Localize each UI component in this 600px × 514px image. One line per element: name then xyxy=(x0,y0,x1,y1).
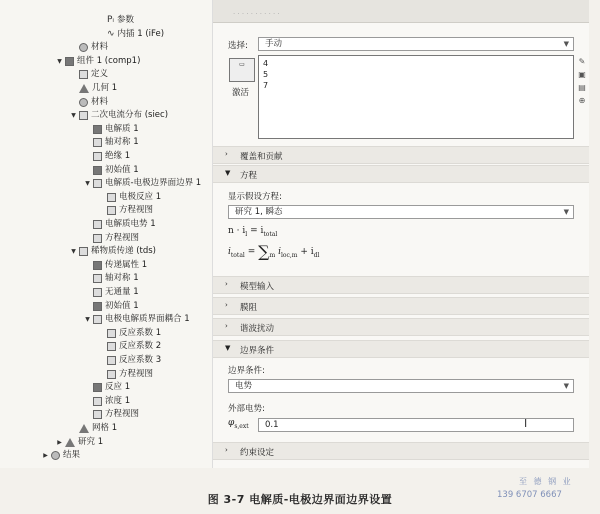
external-potential-symbol: $\varphi_{s,ext}$ xyxy=(228,418,249,430)
materials-icon xyxy=(79,43,88,52)
collapse-icon[interactable]: ▼ xyxy=(85,316,90,324)
boundary-node-icon xyxy=(93,179,102,188)
equation-2: $i_{total} = \sum_m$ $i_{loc,m} + i_{dl}$ xyxy=(228,242,320,261)
tree-item[interactable] xyxy=(84,150,130,163)
tree-item-label: 绝缘 1 xyxy=(105,151,131,161)
tree-item[interactable] xyxy=(98,14,134,27)
tree-item[interactable] xyxy=(42,449,80,462)
tree-item[interactable] xyxy=(84,259,147,272)
tree-item[interactable] xyxy=(84,218,156,231)
tree-item[interactable] xyxy=(98,354,161,367)
expand-icon[interactable]: ▶ xyxy=(57,438,62,446)
mesh-icon xyxy=(79,424,89,433)
equation-view-icon xyxy=(107,206,116,215)
list-item[interactable]: 4 xyxy=(263,59,269,68)
chevron-down-icon: ▼ xyxy=(563,40,569,48)
tree-item-label: 反应系数 2 xyxy=(119,341,162,352)
collapse-icon[interactable]: ▼ xyxy=(71,112,76,120)
section-boundary-condition[interactable]: ▼ 边界条件 xyxy=(213,340,589,358)
tree-item[interactable] xyxy=(98,28,164,41)
tree-item[interactable] xyxy=(70,96,108,109)
tree-item-label: 方程视图 xyxy=(119,205,154,216)
section-harmonic[interactable]: › 谐波扰动 xyxy=(213,318,589,336)
tree-item[interactable] xyxy=(70,245,156,258)
chevron-down-icon: ▼ xyxy=(225,344,231,352)
collapse-icon[interactable]: ▼ xyxy=(57,57,62,65)
boundary-condition-label: 边界条件: xyxy=(228,366,265,376)
model-builder-tree xyxy=(0,0,212,468)
tree-item-label: 电解质 1 xyxy=(105,123,139,134)
tree-item-label: 初始值 1 xyxy=(105,300,139,311)
tree-item[interactable] xyxy=(84,177,201,190)
section-constraint[interactable]: › 约束设定 xyxy=(213,442,589,460)
tree-item[interactable] xyxy=(98,340,161,353)
external-potential-value: 0.1 xyxy=(265,420,279,430)
add-selection-icon[interactable]: ✎ xyxy=(578,57,586,66)
watermark-name: 至 德 钢 业 xyxy=(519,477,573,486)
boundary-node-icon xyxy=(93,315,102,324)
expand-icon[interactable]: ▶ xyxy=(43,452,48,460)
domain-node-icon xyxy=(93,383,102,392)
tree-item-label: 方程视图 xyxy=(105,409,140,420)
boundary-node-icon xyxy=(93,220,102,229)
section-model-input[interactable]: › 模型输入 xyxy=(213,276,589,294)
collapse-icon[interactable]: ▼ xyxy=(85,180,90,188)
chevron-down-icon: ▼ xyxy=(225,169,231,177)
study-icon xyxy=(65,438,75,447)
tree-item-label: 方程视图 xyxy=(119,368,154,379)
boundary-condition-value: 电势 xyxy=(235,381,253,391)
tree-item[interactable] xyxy=(84,164,139,177)
tree-item-label: 轴对称 1 xyxy=(105,137,139,148)
tree-item[interactable] xyxy=(98,327,161,340)
collapse-icon[interactable]: ▼ xyxy=(71,248,76,256)
tree-item-label: 材料 xyxy=(91,42,109,53)
selection-value: 手动 xyxy=(265,39,283,49)
tree-item[interactable] xyxy=(70,109,168,122)
selection-dropdown[interactable] xyxy=(258,37,574,51)
external-potential-label: 外部电势: xyxy=(228,404,265,414)
tree-item[interactable] xyxy=(84,272,139,285)
tree-item[interactable] xyxy=(70,41,108,54)
tree-item-label: 研究 1 xyxy=(78,436,104,447)
tree-item-label: 电极反应 1 xyxy=(119,191,162,202)
tree-item-label: 电解质电势 1 xyxy=(105,219,156,229)
tree-item-label: 轴对称 1 xyxy=(105,273,139,284)
chevron-right-icon: › xyxy=(225,280,228,288)
tree-item-label: 方程视图 xyxy=(105,232,140,243)
activate-label: 激活 xyxy=(232,88,250,98)
tree-item-label: 参数 xyxy=(117,15,135,25)
boundary-node-icon xyxy=(93,288,102,297)
boundary-node-icon xyxy=(107,329,116,338)
section-override[interactable]: › 覆盖和贡献 xyxy=(213,146,589,164)
selection-label: 选择: xyxy=(228,41,248,51)
boundary-node-icon xyxy=(93,397,102,406)
section-equation[interactable]: ▼ 方程 xyxy=(213,165,589,183)
tree-item-label: 反应系数 3 xyxy=(119,355,162,365)
tree-item-label: 几何 1 xyxy=(92,83,118,93)
materials-icon xyxy=(79,98,88,107)
interpolation-icon: ∿ xyxy=(107,28,115,39)
tree-item[interactable] xyxy=(84,123,139,136)
tree-item[interactable] xyxy=(84,286,139,299)
tree-item-label: 网格 1 xyxy=(92,423,118,433)
tree-item-label: 电极电解质界面耦合 1 xyxy=(105,314,190,325)
tree-item-label: 组件 1 (comp1) xyxy=(77,55,141,66)
tree-item[interactable] xyxy=(84,136,139,149)
tree-item-label: 初始值 1 xyxy=(105,164,139,175)
results-icon xyxy=(51,451,60,460)
remove-selection-icon[interactable]: ▣ xyxy=(578,70,586,79)
boundary-condition-dropdown[interactable] xyxy=(228,379,574,393)
definitions-icon xyxy=(79,70,88,79)
physics-icon xyxy=(79,111,88,120)
tree-item[interactable] xyxy=(70,82,117,95)
tree-item-label: 反应 1 xyxy=(105,382,131,393)
tree-item[interactable] xyxy=(84,300,139,313)
boundary-node-icon xyxy=(93,274,102,283)
chevron-down-icon: ▼ xyxy=(563,382,569,390)
list-item[interactable]: 7 xyxy=(263,81,269,90)
geometry-icon xyxy=(79,84,89,93)
equation-1: $n \cdot i_l = i_{total}$ xyxy=(228,226,278,238)
text-cursor-icon: I xyxy=(524,417,528,430)
tree-item[interactable] xyxy=(84,381,130,394)
tree-item[interactable] xyxy=(70,68,108,81)
zoom-selection-icon[interactable]: ⊕ xyxy=(578,96,586,105)
chevron-right-icon: › xyxy=(225,301,228,309)
tree-item-label: 内插 1 (iFe) xyxy=(117,28,165,39)
list-item[interactable]: 5 xyxy=(263,70,269,79)
tree-item[interactable] xyxy=(70,422,117,435)
domain-node-icon xyxy=(93,166,102,175)
chevron-down-icon: ▼ xyxy=(563,208,569,216)
tree-item[interactable] xyxy=(98,191,161,204)
boundary-node-icon xyxy=(107,193,116,202)
chevron-right-icon: › xyxy=(225,322,228,330)
tree-item[interactable] xyxy=(98,204,153,217)
activate-icon[interactable]: ▭ xyxy=(229,58,255,82)
show-equation-value: 研究 1, 瞬态 xyxy=(235,207,283,217)
component-icon xyxy=(65,57,74,66)
show-equation-dropdown[interactable] xyxy=(228,205,574,219)
show-equation-label: 显示假设方程: xyxy=(228,192,282,202)
tree-item[interactable] xyxy=(84,313,190,326)
figure-caption: 图 3-7 电解质-电极边界面边界设置 xyxy=(207,493,393,506)
boundary-node-icon xyxy=(93,138,102,147)
section-film-resistance[interactable]: › 膜阻 xyxy=(213,297,589,315)
tree-item-label: 传递属性 1 xyxy=(105,259,148,270)
domain-node-icon xyxy=(93,302,102,311)
equation-view-icon xyxy=(107,370,116,379)
boundary-node-icon xyxy=(93,152,102,161)
tree-item-label: 结果 xyxy=(63,450,81,461)
watermark-phone: 139 6707 6667 xyxy=(497,490,562,500)
tree-item-label: 电解质-电极边界面边界 1 xyxy=(105,178,202,189)
tree-item-label: 二次电流分布 (siec) xyxy=(91,110,169,121)
tree-item-label: 稀物质传递 (tds) xyxy=(91,246,156,257)
tree-item[interactable] xyxy=(84,395,130,408)
parameter-icon: Pᵢ xyxy=(107,15,115,25)
equation-view-icon xyxy=(93,410,102,419)
settings-panel xyxy=(212,0,589,468)
tree-item-label: 无通量 1 xyxy=(105,287,139,297)
tree-item[interactable] xyxy=(56,436,103,449)
tree-item-label: 材料 xyxy=(91,96,109,107)
physics-icon xyxy=(79,247,88,256)
equation-view-icon xyxy=(93,234,102,243)
tree-item-label: 浓度 1 xyxy=(105,395,131,406)
tree-item[interactable] xyxy=(56,55,140,68)
domain-node-icon xyxy=(93,261,102,270)
copy-selection-icon[interactable]: ▤ xyxy=(578,83,586,92)
tree-item[interactable] xyxy=(84,232,139,245)
boundary-node-icon xyxy=(107,342,116,351)
panel-toolbar: · · · · · · · · · · · xyxy=(213,0,589,23)
tree-item-label: 反应系数 1 xyxy=(119,327,162,338)
tree-item[interactable] xyxy=(98,368,153,381)
boundary-node-icon xyxy=(107,356,116,365)
domain-node-icon xyxy=(93,125,102,134)
chevron-right-icon: › xyxy=(225,446,228,454)
tree-item[interactable] xyxy=(84,408,139,421)
selection-listbox[interactable] xyxy=(258,55,574,139)
chevron-right-icon: › xyxy=(225,150,228,158)
tree-item-label: 定义 xyxy=(91,69,109,80)
